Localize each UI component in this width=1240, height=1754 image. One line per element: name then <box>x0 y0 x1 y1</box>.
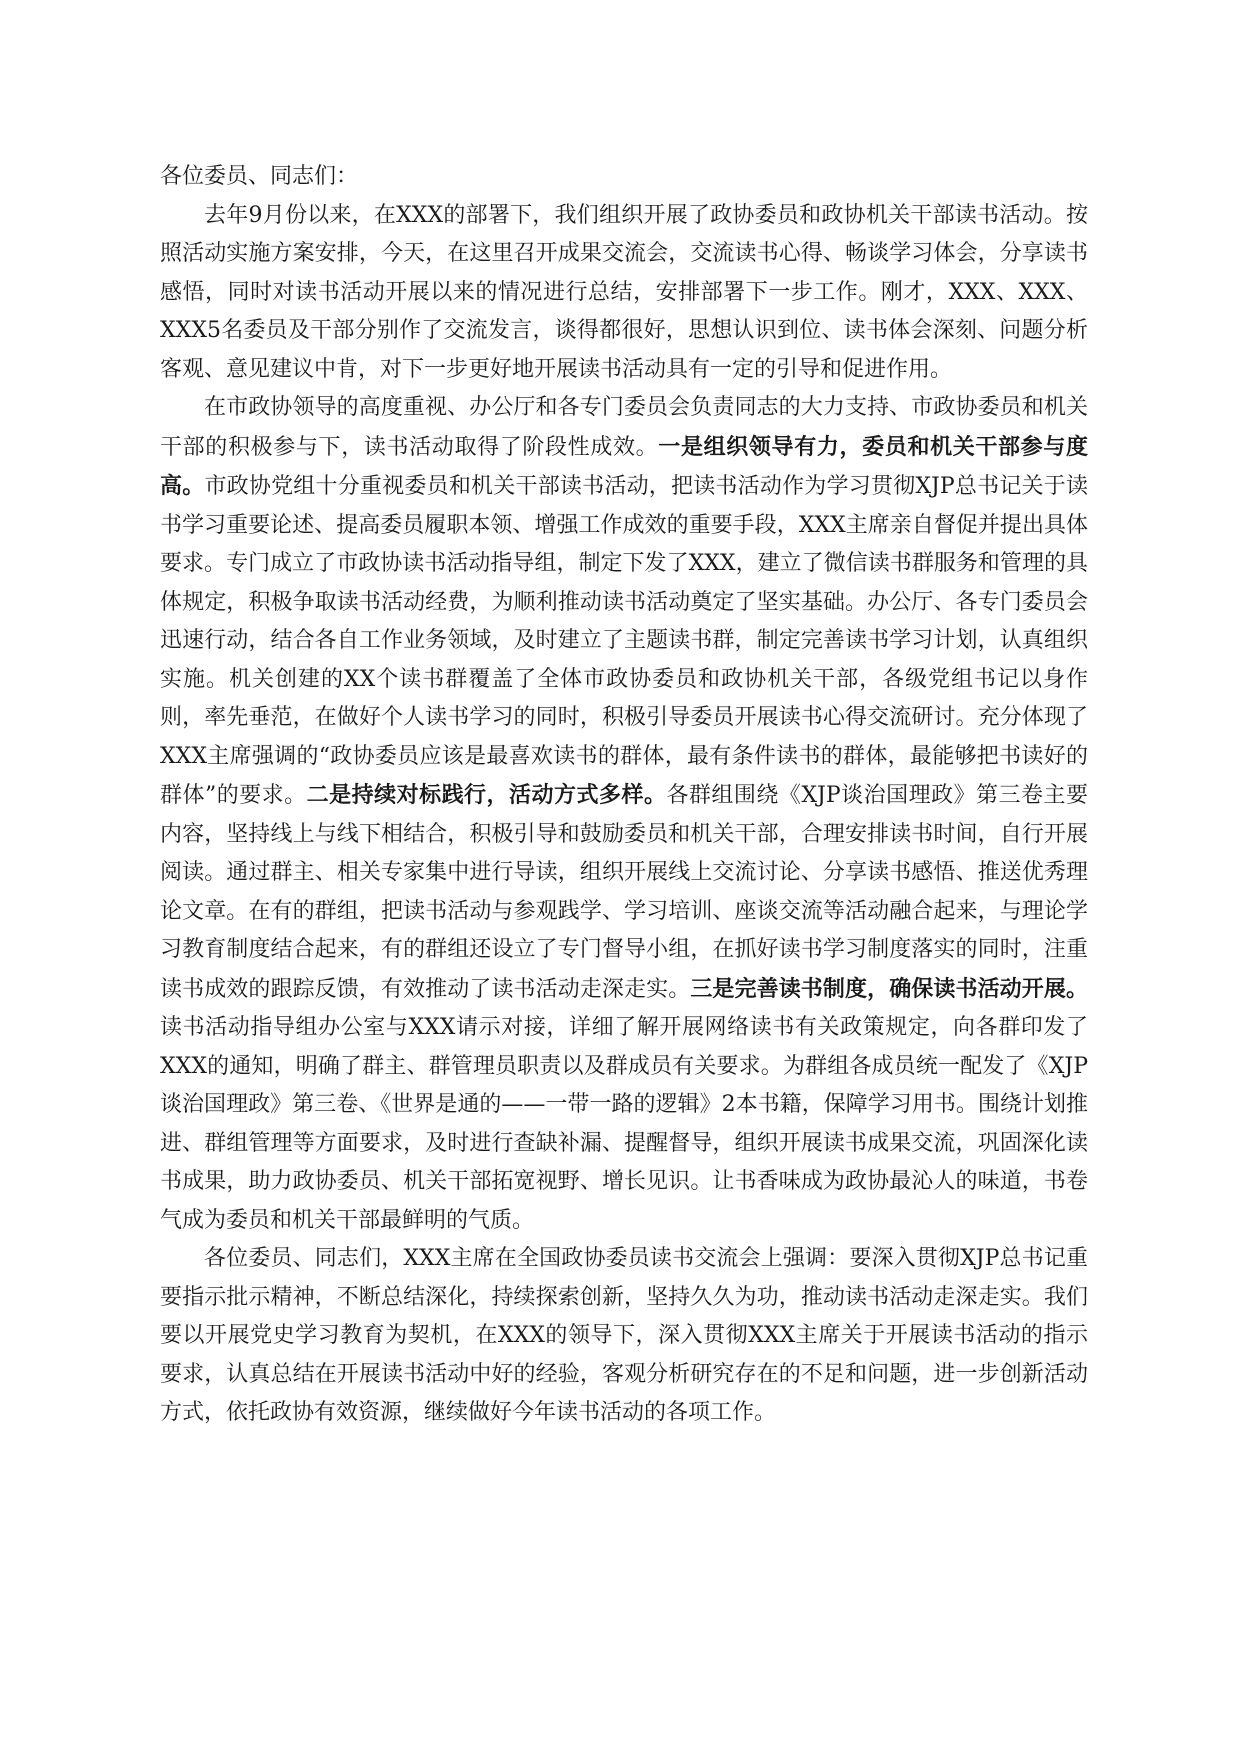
achievements-intro: 在市政协领导的高度重视、办公厅和各专门委员会负责同志的大力支持、市政协委员和机关干部的积极参与下，读书活动取得了阶段性成效。 <box>160 395 1088 460</box>
paragraph-closing: 各位委员、同志们，XXX主席在全国政协委员读书交流会上强调：要深入贯彻XJP总书记重要指示批示精神，不断总结深化，持续探索创新，坚持久久为功，推动读书活动走深走实。我们要以开展党史学习教育为契机，在XXX的领导下，深入贯彻XXX主席关于开展读书活动的指示要求，认真总结在开展读书活动中好的经验，客观分析研究存在的不足和问题，进一步创新活动方式，依托政协有效资源，继续做好今年读书活动的各项工作。 <box>160 1246 1088 1425</box>
paragraph-opening: 去年9月份以来，在XXX的部署下，我们组织开展了政协委员和政协机关干部读书活动。按照活动实施方案安排，今天，在这里召开成果交流会，交流读书心得、畅谈学习体会，分享读书感悟，同时对读书活动开展以来的情况进行总结，安排部署下一步工作。刚才，XXX、XXX、XXX5名委员及干部分别作了交流发言，谈得都很好，思想认识到位、读书体会深刻、问题分析客观、意见建议中肯，对下一步更好地开展读书活动具有一定的引导和促进作用。 <box>160 202 1088 382</box>
point-three-heading: 三是完善读书制度，确保读书活动开展。 <box>690 975 1088 1002</box>
speech-document <box>160 158 1088 1433</box>
point-two-text: 各群组围绕《XJP谈治国理政》第三卷主要内容，坚持线上与线下相结合，积极引导和鼓励委员和机关干部，合理安排读书时间，自行开展阅读。通过群主、相关专家集中进行导读，组织开展线上交流讨论、分享读书感悟、推送优秀理论文章。在有的群组，把读书活动与参观践学、学习培训、座谈交流等活动融合起来，与理论学习教育制度结合起来，有的群组还设立了专门督导小组，在抓好读书学习制度落实的同时，注重读书成效的跟踪反馈，有效推动了读书活动走深走实。 <box>160 783 1088 1002</box>
paragraph-achievements <box>160 389 1088 1240</box>
salutation: 各位委员、同志们： <box>160 164 359 189</box>
point-one-text: 市政协党组十分重视委员和机关干部读书活动，把读书活动作为学习贯彻XJP总书记关于读书学习重要论述、提高委员履职本领、增强工作成效的重要手段，XXX主席亲自督促并提出具体要求。专门成立了市政协读书活动指导组，制定下发了XXX，建立了微信读书群服务和管理的具体规定，积极争取读书活动经费，为顺利推动读书活动奠定了坚实基础。办公厅、各专门委员会迅速行动，结合各自工作业务领域，及时建立了主题读书群，制定完善读书学习计划，认真组织实施。机关创建的XX个读书群覆盖了全体市政协委员和政协机关干部，各级党组书记以身作则，率先垂范，在做好个人读书学习的同时，积极引导委员开展读书心得交流研讨。充分体现了XXX主席强调的“政协委员应该是最喜欢读书的群体，最有条件读书的群体，最能够把书读好的群体”的要求。 <box>160 474 1088 808</box>
point-one-heading: 一是组织领导有力，委员和机关干部参与度高。 <box>160 433 1088 499</box>
point-two-heading: 二是持续对标践行，活动方式多样。 <box>306 782 667 808</box>
point-three-text: 读书活动指导组办公室与XXX请示对接，详细了解开展网络读书有关政策规定，向各群印发了XXX的通知，明确了群主、群管理员职责以及群成员有关要求。为群组各成员统一配发了《XJP谈治国理政》第三卷、《世界是通的——一带一路的逻辑》2本书籍，保障学习用书。围绕计划推进、群组管理等方面要求，及时进行查缺补漏、提醒督导，组织开展读书成果交流，巩固深化读书成果，助力政协委员、机关干部拓宽视野、增长见识。让书香味成为政协最沁人的味道，书卷气成为委员和机关干部最鲜明的气质。 <box>160 1015 1088 1233</box>
